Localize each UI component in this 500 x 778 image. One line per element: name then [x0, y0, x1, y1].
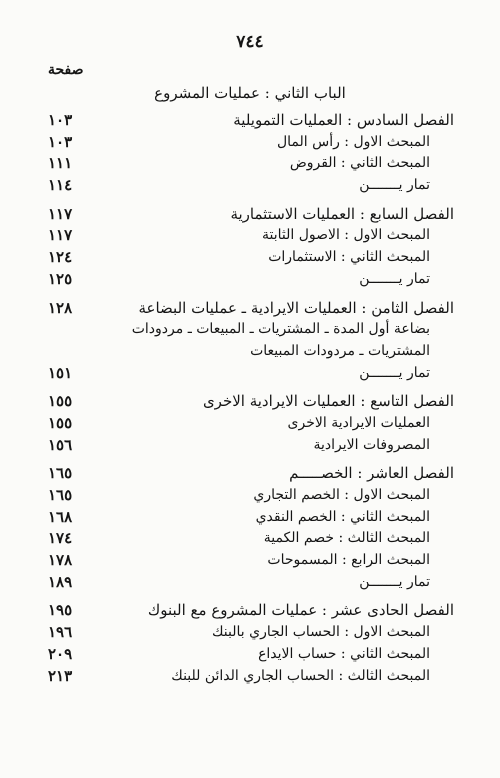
toc-entry [0, 153, 500, 175]
page-ref: ١٦٥ [48, 486, 73, 504]
exercises-title: تمار يـــــــن [359, 270, 430, 287]
section-title: المبحث الثاني : القروض [289, 155, 430, 172]
page-ref: ١٥٦ [48, 435, 73, 454]
toc-entry [0, 622, 500, 644]
toc-entry [0, 175, 500, 197]
toc-entry [0, 319, 500, 341]
section-spacer [0, 456, 500, 463]
section-title: المبحث الاول : رأس المال [276, 133, 430, 150]
page-ref: ١٢٨ [48, 298, 73, 317]
toc-entry [0, 435, 500, 457]
toc-entry [0, 666, 500, 688]
page-ref: ١٧٨ [48, 551, 73, 570]
section-title: المبحث الاول : الاصول الثابتة [261, 227, 430, 244]
toc-entry [0, 247, 500, 269]
section-title: المبحث الثاني : الاستثمارات [268, 249, 430, 266]
page-ref: ١٨٩ [48, 572, 73, 591]
page-ref: ٢٠٩ [48, 644, 73, 663]
page-ref: ١٠٣ [48, 111, 73, 129]
toc-entry [0, 132, 500, 154]
toc-entry [0, 600, 500, 622]
exercises-title: تمار يـــــــن [359, 573, 430, 590]
section-title: بضاعة أول المدة ـ المشتريات ـ المبيعات ـ مردودات [131, 321, 430, 338]
page-ref: ١٢٥ [48, 269, 73, 288]
table-of-contents [0, 110, 500, 687]
chapter-title: الفصل الحادى عشر : عمليات المشروع مع البنوك [147, 601, 454, 620]
page-ref: ١٩٦ [48, 623, 73, 642]
toc-entry [0, 363, 500, 385]
page-ref: ١٥١ [48, 363, 73, 382]
page-ref: ١١٧ [48, 226, 73, 245]
chapter-title: الفصل التاسع : العمليات الايرادية الاخرى [202, 392, 454, 411]
toc-entry [0, 528, 500, 550]
section-spacer [0, 593, 500, 600]
section-title: المبحث الثاني : حساب الايداع [258, 645, 430, 662]
page-ref: ١٩٥ [48, 601, 73, 620]
page-ref: ١١١ [48, 154, 73, 173]
page-column-label: صفحة [48, 62, 84, 78]
section-spacer [0, 197, 500, 204]
toc-entry [0, 110, 500, 132]
chapter-title: الفصل السادس : العمليات التمويلية [233, 111, 454, 129]
toc-entry [0, 572, 500, 594]
chapter-title: الفصل العاشر : الخصـــــم [289, 464, 454, 483]
chapter-title: الفصل السابع : العمليات الاستثمارية [230, 204, 454, 223]
section-title: المبحث الثالث : الحساب الجاري الدائن للبنك [171, 667, 430, 684]
exercises-title: تمار يـــــــن [359, 364, 430, 381]
section-title: المبحث الاول : الحساب الجاري بالبنك [211, 624, 430, 641]
page-ref: ١٠٣ [48, 132, 73, 151]
toc-entry [0, 341, 500, 363]
section-spacer [0, 384, 500, 391]
section-title: المبحث الثالث : خصم الكمية [263, 530, 430, 547]
page-ref: ١١٧ [48, 204, 73, 223]
page-ref: ٢١٣ [48, 666, 73, 685]
exercises-title: تمار يـــــــن [359, 177, 430, 194]
section-title: المبحث الاول : الخصم التجاري [253, 487, 430, 503]
page-ref: ١٦٨ [48, 507, 73, 526]
toc-entry [0, 225, 500, 247]
section-title: المبحث الرابع : المسموحات [267, 552, 430, 569]
section-spacer [0, 291, 500, 298]
toc-entry [0, 413, 500, 435]
page-ref: ١٢٤ [48, 248, 73, 267]
page-ref: ١٥٥ [48, 413, 73, 432]
page-number: ٧٤٤ [236, 32, 264, 52]
section-title: المبحث الثاني : الخصم النقدي [255, 508, 430, 525]
section-title: المشتريات ـ مردودات المبيعات [250, 342, 430, 359]
section-title: العمليات الايرادية الاخرى [287, 414, 430, 431]
page-ref: ١٦٥ [48, 464, 73, 483]
chapter-title: الفصل الثامن : العمليات الايرادية ـ عمليات البضاعة [138, 298, 454, 317]
page-ref: ١٥٥ [48, 392, 73, 411]
toc-entry [0, 463, 500, 485]
section-title: المصروفات الايرادية [313, 436, 430, 453]
toc-entry [0, 485, 500, 507]
toc-entry [0, 204, 500, 226]
part-title: الباب الثاني : عمليات المشروع [154, 84, 346, 102]
toc-entry [0, 644, 500, 666]
toc-entry [0, 550, 500, 572]
toc-entry [0, 269, 500, 291]
toc-entry [0, 391, 500, 413]
toc-entry [0, 507, 500, 529]
toc-entry [0, 298, 500, 320]
page-ref: ١١٤ [48, 176, 73, 195]
page-ref: ١٧٤ [48, 529, 73, 548]
